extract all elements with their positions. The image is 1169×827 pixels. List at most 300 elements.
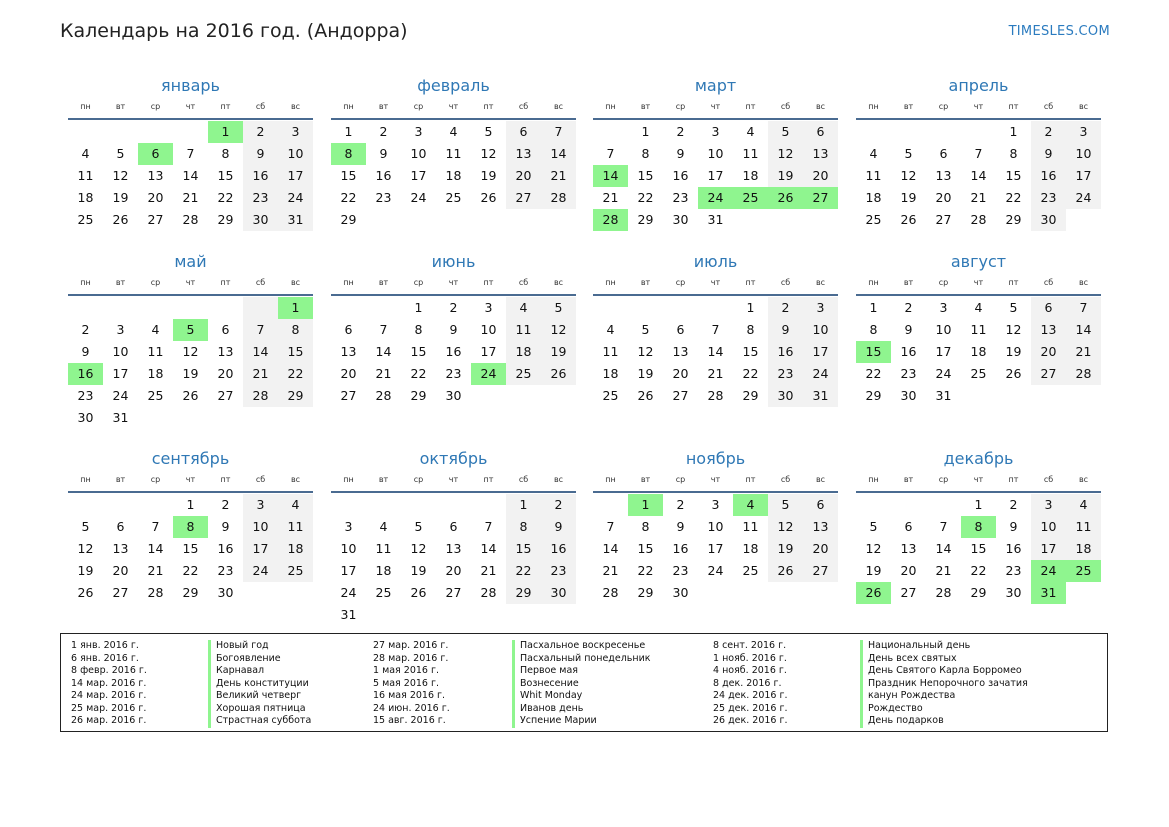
calendar-day: 26 bbox=[480, 190, 497, 205]
calendar-day: 20 bbox=[803, 165, 838, 187]
month-name: август bbox=[950, 252, 1007, 271]
calendar-day: 17 bbox=[803, 341, 838, 363]
calendar-day: 6 bbox=[803, 121, 838, 143]
weekday-label: вт bbox=[640, 278, 651, 287]
weekday-label: вс bbox=[290, 475, 301, 484]
weekday-label: пт bbox=[483, 102, 494, 111]
calendar-day: 29 bbox=[217, 212, 234, 227]
empty-cell bbox=[103, 121, 138, 143]
calendar-day: 7 bbox=[1066, 297, 1101, 319]
calendar-day: 5 bbox=[768, 494, 803, 516]
calendar-day: 17 bbox=[480, 344, 497, 359]
empty-cell bbox=[926, 121, 961, 143]
calendar-day: 2 bbox=[768, 297, 803, 319]
calendar-day: 30 bbox=[1031, 209, 1066, 231]
weekday-label: ср bbox=[675, 102, 686, 111]
weekday-label: чт bbox=[448, 475, 459, 484]
holiday-day: 16 bbox=[68, 363, 103, 385]
calendar-day: 15 bbox=[217, 168, 234, 183]
legend-holiday-name: Новый год bbox=[208, 640, 311, 653]
calendar-day: 24 bbox=[243, 560, 278, 582]
empty-cell bbox=[1031, 385, 1066, 407]
weekday-label: ср bbox=[675, 278, 686, 287]
holiday-legend bbox=[60, 633, 1108, 732]
calendar-day: 31 bbox=[278, 209, 313, 231]
calendar-day: 10 bbox=[340, 541, 357, 556]
calendar-day: 11 bbox=[445, 146, 462, 161]
calendar-day: 3 bbox=[711, 497, 720, 512]
calendar-day: 12 bbox=[480, 146, 497, 161]
calendar-day: 10 bbox=[243, 516, 278, 538]
weekday-label: пт bbox=[220, 102, 231, 111]
empty-cell bbox=[541, 604, 576, 626]
empty-cell bbox=[208, 407, 243, 429]
calendar-day: 27 bbox=[217, 388, 234, 403]
legend-holiday-name: канун Рождества bbox=[860, 690, 1028, 703]
calendar-day: 2 bbox=[676, 497, 685, 512]
holiday-day: 5 bbox=[173, 319, 208, 341]
day-grid bbox=[68, 297, 313, 429]
calendar-day: 24 bbox=[278, 187, 313, 209]
weekday-label: пн bbox=[80, 278, 91, 287]
month-6 bbox=[331, 251, 576, 407]
calendar-day: 24 bbox=[340, 585, 357, 600]
calendar-day: 19 bbox=[768, 538, 803, 560]
calendar-day: 7 bbox=[379, 322, 388, 337]
calendar-day: 12 bbox=[900, 168, 917, 183]
calendar-day: 11 bbox=[278, 516, 313, 538]
calendar-day: 3 bbox=[484, 300, 493, 315]
calendar-day: 29 bbox=[637, 212, 654, 227]
calendar-day: 5 bbox=[541, 297, 576, 319]
calendar-day: 13 bbox=[217, 344, 234, 359]
day-grid bbox=[331, 494, 576, 626]
day-grid bbox=[856, 297, 1101, 407]
month-2 bbox=[331, 75, 576, 231]
calendar-day: 4 bbox=[974, 300, 983, 315]
month-name: сентябрь bbox=[151, 449, 230, 468]
calendar-day: 8 bbox=[278, 319, 313, 341]
legend-holiday-name: Праздник Непорочного зачатия bbox=[860, 678, 1028, 691]
calendar-day: 30 bbox=[541, 582, 576, 604]
calendar-day: 29 bbox=[742, 388, 759, 403]
calendar-day: 9 bbox=[221, 519, 230, 534]
weekday-label: вт bbox=[115, 102, 126, 111]
holiday-day: 31 bbox=[1031, 582, 1066, 604]
calendar-day: 13 bbox=[935, 168, 952, 183]
calendar-day: 28 bbox=[602, 585, 619, 600]
weekday-label: вт bbox=[640, 475, 651, 484]
calendar-day: 25 bbox=[506, 363, 541, 385]
empty-cell bbox=[243, 407, 278, 429]
calendar-day: 27 bbox=[340, 388, 357, 403]
calendar-day: 19 bbox=[480, 168, 497, 183]
weekday-label: пн bbox=[343, 102, 354, 111]
calendar-day: 16 bbox=[445, 344, 462, 359]
holiday-day: 8 bbox=[961, 516, 996, 538]
legend-holiday-name: Национальный день bbox=[860, 640, 1028, 653]
legend-date: 8 февр. 2016 г. bbox=[71, 665, 147, 676]
empty-cell bbox=[366, 604, 401, 626]
calendar-day: 12 bbox=[1005, 322, 1022, 337]
calendar-day: 3 bbox=[803, 297, 838, 319]
calendar-day: 27 bbox=[672, 388, 689, 403]
weekday-label: пт bbox=[483, 475, 494, 484]
calendar-day: 20 bbox=[147, 190, 164, 205]
calendar-day: 15 bbox=[742, 344, 759, 359]
empty-cell bbox=[68, 297, 103, 319]
calendar-day: 22 bbox=[182, 563, 199, 578]
calendar-day: 18 bbox=[742, 541, 759, 556]
empty-cell bbox=[471, 209, 506, 231]
calendar-day: 25 bbox=[375, 585, 392, 600]
legend-holiday-name: День Святого Карла Борромео bbox=[860, 665, 1028, 678]
empty-cell bbox=[208, 297, 243, 319]
calendar-day: 10 bbox=[803, 319, 838, 341]
calendar-day: 28 bbox=[375, 388, 392, 403]
calendar-day: 8 bbox=[506, 516, 541, 538]
legend-holiday-name: Страстная суббота bbox=[208, 715, 311, 728]
calendar-day: 21 bbox=[480, 563, 497, 578]
calendar-day: 5 bbox=[869, 519, 878, 534]
calendar-day: 22 bbox=[506, 560, 541, 582]
calendar-day: 4 bbox=[151, 322, 160, 337]
empty-cell bbox=[173, 121, 208, 143]
weekday-header bbox=[593, 100, 838, 120]
calendar-day: 9 bbox=[449, 322, 458, 337]
calendar-day: 26 bbox=[900, 212, 917, 227]
empty-cell bbox=[698, 297, 733, 319]
calendar-day: 12 bbox=[865, 541, 882, 556]
calendar-day: 9 bbox=[243, 143, 278, 165]
holiday-day: 24 bbox=[1031, 560, 1066, 582]
calendar-day: 15 bbox=[410, 344, 427, 359]
calendar-day: 13 bbox=[803, 516, 838, 538]
calendar-day: 16 bbox=[768, 341, 803, 363]
calendar-day: 29 bbox=[410, 388, 427, 403]
weekday-label: сб bbox=[1043, 278, 1054, 287]
calendar-day: 2 bbox=[1009, 497, 1018, 512]
calendar-day: 24 bbox=[803, 363, 838, 385]
calendar-day: 24 bbox=[935, 366, 952, 381]
weekday-label: вт bbox=[378, 102, 389, 111]
calendar-day: 1 bbox=[746, 300, 755, 315]
day-grid bbox=[856, 494, 1101, 604]
calendar-day: 19 bbox=[77, 563, 94, 578]
legend-date: 24 мар. 2016 г. bbox=[71, 690, 147, 701]
calendar-day: 2 bbox=[243, 121, 278, 143]
calendar-day: 1 bbox=[506, 494, 541, 516]
day-grid bbox=[856, 121, 1101, 231]
calendar-day: 7 bbox=[606, 146, 615, 161]
weekday-label: вс bbox=[290, 102, 301, 111]
legend-holiday-name: Хорошая пятница bbox=[208, 703, 311, 716]
calendar-day: 9 bbox=[904, 322, 913, 337]
holiday-day: 8 bbox=[331, 143, 366, 165]
empty-cell bbox=[471, 385, 506, 407]
weekday-label: пт bbox=[745, 475, 756, 484]
month-10 bbox=[331, 448, 576, 626]
calendar-day: 27 bbox=[506, 187, 541, 209]
calendar-day: 16 bbox=[217, 541, 234, 556]
calendar-day: 29 bbox=[182, 585, 199, 600]
calendar-day: 20 bbox=[1031, 341, 1066, 363]
calendar-day: 22 bbox=[278, 363, 313, 385]
holiday-day: 1 bbox=[278, 297, 313, 319]
calendar-day: 1 bbox=[641, 124, 650, 139]
weekday-label: пн bbox=[605, 278, 616, 287]
day-grid bbox=[68, 121, 313, 231]
weekday-label: вт bbox=[378, 278, 389, 287]
calendar-day: 20 bbox=[803, 538, 838, 560]
calendar-day: 3 bbox=[939, 300, 948, 315]
empty-cell bbox=[68, 121, 103, 143]
calendar-day: 3 bbox=[344, 519, 353, 534]
calendar-day: 30 bbox=[900, 388, 917, 403]
calendar-day: 28 bbox=[970, 212, 987, 227]
legend-holiday-name: Иванов день bbox=[512, 703, 651, 716]
calendar-day: 21 bbox=[182, 190, 199, 205]
weekday-label: чт bbox=[973, 475, 984, 484]
legend-dates-col-1 bbox=[71, 640, 147, 728]
weekday-label: вс bbox=[1078, 475, 1089, 484]
holiday-day: 24 bbox=[698, 187, 733, 209]
calendar-day: 14 bbox=[541, 143, 576, 165]
calendar-day: 8 bbox=[869, 322, 878, 337]
calendar-day: 3 bbox=[711, 124, 720, 139]
weekday-header bbox=[331, 276, 576, 296]
legend-date: 15 авг. 2016 г. bbox=[373, 715, 446, 726]
calendar-day: 11 bbox=[742, 519, 759, 534]
day-grid bbox=[593, 121, 838, 231]
calendar-day: 17 bbox=[707, 541, 724, 556]
calendar-day: 1 bbox=[344, 124, 353, 139]
weekday-label: вс bbox=[815, 475, 826, 484]
calendar-day: 10 bbox=[935, 322, 952, 337]
empty-cell bbox=[138, 121, 173, 143]
calendar-day: 6 bbox=[904, 519, 913, 534]
empty-cell bbox=[401, 209, 436, 231]
weekday-label: вт bbox=[640, 102, 651, 111]
holiday-day: 8 bbox=[173, 516, 208, 538]
empty-cell bbox=[331, 494, 366, 516]
calendar-day: 1 bbox=[414, 300, 423, 315]
weekday-label: сб bbox=[255, 475, 266, 484]
calendar-day: 14 bbox=[147, 541, 164, 556]
empty-cell bbox=[698, 582, 733, 604]
calendar-day: 17 bbox=[1031, 538, 1066, 560]
month-9 bbox=[68, 448, 313, 604]
empty-cell bbox=[173, 297, 208, 319]
weekday-label: вс bbox=[553, 102, 564, 111]
calendar-day: 19 bbox=[768, 165, 803, 187]
empty-cell bbox=[366, 209, 401, 231]
legend-names-col-1 bbox=[208, 640, 311, 728]
weekday-label: пн bbox=[80, 475, 91, 484]
weekday-header bbox=[593, 276, 838, 296]
weekday-label: пт bbox=[1008, 475, 1019, 484]
calendar-day: 23 bbox=[217, 563, 234, 578]
weekday-label: сб bbox=[255, 102, 266, 111]
calendar-day: 10 bbox=[410, 146, 427, 161]
calendar-day: 30 bbox=[768, 385, 803, 407]
month-4 bbox=[856, 75, 1101, 231]
legend-date: 28 мар. 2016 г. bbox=[373, 652, 449, 664]
weekday-label: чт bbox=[185, 102, 196, 111]
calendar-day: 11 bbox=[970, 322, 987, 337]
calendar-day: 27 bbox=[935, 212, 952, 227]
calendar-day: 11 bbox=[602, 344, 619, 359]
holiday-day: 28 bbox=[593, 209, 628, 231]
empty-cell bbox=[996, 385, 1031, 407]
legend-dates-col-2 bbox=[373, 640, 450, 728]
weekday-label: вт bbox=[903, 278, 914, 287]
holiday-day: 1 bbox=[208, 121, 243, 143]
weekday-header bbox=[856, 276, 1101, 296]
weekday-header bbox=[68, 100, 313, 120]
empty-cell bbox=[1066, 582, 1101, 604]
calendar-day: 20 bbox=[112, 563, 129, 578]
legend-date: 24 июн. 2016 г. bbox=[373, 702, 450, 714]
calendar-day: 2 bbox=[449, 300, 458, 315]
calendar-day: 11 bbox=[1066, 516, 1101, 538]
weekday-label: ср bbox=[938, 102, 949, 111]
weekday-label: пт bbox=[1008, 278, 1019, 287]
calendar-day: 4 bbox=[379, 519, 388, 534]
month-name: ноябрь bbox=[685, 449, 746, 468]
legend-holiday-name: Пасхальное воскресенье bbox=[512, 640, 651, 653]
calendar-day: 29 bbox=[1005, 212, 1022, 227]
legend-holiday-name: День всех святых bbox=[860, 653, 1028, 666]
calendar-day: 9 bbox=[768, 319, 803, 341]
calendar-day: 23 bbox=[541, 560, 576, 582]
calendar-day: 7 bbox=[484, 519, 493, 534]
site-logo-link[interactable]: TIMESLES.COM bbox=[1008, 24, 1110, 39]
weekday-label: ср bbox=[938, 278, 949, 287]
calendar-day: 14 bbox=[375, 344, 392, 359]
calendar-day: 9 bbox=[541, 516, 576, 538]
calendar-day: 13 bbox=[900, 541, 917, 556]
calendar-day: 16 bbox=[1005, 541, 1022, 556]
weekday-label: вс bbox=[553, 278, 564, 287]
calendar-day: 4 bbox=[278, 494, 313, 516]
legend-holiday-name: Рождество bbox=[860, 703, 1028, 716]
calendar-day: 6 bbox=[344, 322, 353, 337]
calendar-day: 7 bbox=[243, 319, 278, 341]
calendar-day: 1 bbox=[186, 497, 195, 512]
calendar-day: 19 bbox=[410, 563, 427, 578]
calendar-day: 19 bbox=[541, 341, 576, 363]
calendar-day: 12 bbox=[768, 516, 803, 538]
calendar-day: 19 bbox=[865, 563, 882, 578]
calendar-day: 22 bbox=[410, 366, 427, 381]
month-7 bbox=[593, 251, 838, 407]
calendar-day: 18 bbox=[1066, 538, 1101, 560]
legend-date: 8 дек. 2016 г. bbox=[713, 677, 782, 689]
empty-cell bbox=[1066, 385, 1101, 407]
legend-date: 26 дек. 2016 г. bbox=[713, 715, 788, 726]
weekday-label: пт bbox=[220, 475, 231, 484]
calendar-day: 11 bbox=[742, 146, 759, 161]
calendar-day: 13 bbox=[112, 541, 129, 556]
calendar-day: 20 bbox=[900, 563, 917, 578]
calendar-day: 3 bbox=[116, 322, 125, 337]
calendar-day: 25 bbox=[602, 388, 619, 403]
weekday-label: пт bbox=[483, 278, 494, 287]
empty-cell bbox=[401, 604, 436, 626]
month-name: январь bbox=[161, 76, 220, 95]
calendar-day: 5 bbox=[641, 322, 650, 337]
calendar-day: 18 bbox=[506, 341, 541, 363]
empty-cell bbox=[733, 582, 768, 604]
calendar-day: 3 bbox=[1031, 494, 1066, 516]
calendar-day: 4 bbox=[1066, 494, 1101, 516]
calendar-day: 28 bbox=[707, 388, 724, 403]
calendar-day: 26 bbox=[77, 585, 94, 600]
calendar-day: 21 bbox=[602, 190, 619, 205]
holiday-day: 25 bbox=[733, 187, 768, 209]
calendar-day: 5 bbox=[1009, 300, 1018, 315]
empty-cell bbox=[856, 494, 891, 516]
calendar-day: 10 bbox=[112, 344, 129, 359]
empty-cell bbox=[436, 494, 471, 516]
legend-date: 6 янв. 2016 г. bbox=[71, 652, 139, 664]
legend-names-col-3 bbox=[860, 640, 1028, 728]
calendar-day: 20 bbox=[217, 366, 234, 381]
weekday-label: пн bbox=[868, 102, 879, 111]
calendar-day: 7 bbox=[151, 519, 160, 534]
calendar-day: 8 bbox=[221, 146, 230, 161]
calendar-day: 2 bbox=[676, 124, 685, 139]
calendar-day: 9 bbox=[676, 519, 685, 534]
calendar-day: 26 bbox=[1005, 366, 1022, 381]
weekday-label: чт bbox=[448, 102, 459, 111]
weekday-label: пн bbox=[343, 475, 354, 484]
empty-cell bbox=[173, 407, 208, 429]
calendar-day: 30 bbox=[445, 388, 462, 403]
calendar-day: 21 bbox=[970, 190, 987, 205]
calendar-day: 11 bbox=[865, 168, 882, 183]
calendar-day: 9 bbox=[1009, 519, 1018, 534]
holiday-day: 25 bbox=[1066, 560, 1101, 582]
calendar-day: 9 bbox=[676, 146, 685, 161]
weekday-label: сб bbox=[518, 475, 529, 484]
calendar-day: 15 bbox=[637, 541, 654, 556]
empty-cell bbox=[961, 121, 996, 143]
calendar-day: 25 bbox=[77, 212, 94, 227]
calendar-day: 17 bbox=[935, 344, 952, 359]
calendar-day: 10 bbox=[278, 143, 313, 165]
weekday-label: чт bbox=[973, 278, 984, 287]
calendar-day: 20 bbox=[672, 366, 689, 381]
empty-cell bbox=[593, 494, 628, 516]
weekday-header bbox=[331, 100, 576, 120]
calendar-day: 6 bbox=[221, 322, 230, 337]
calendar-day: 26 bbox=[768, 560, 803, 582]
calendar-day: 3 bbox=[414, 124, 423, 139]
calendar-day: 30 bbox=[1005, 585, 1022, 600]
legend-holiday-name: Первое мая bbox=[512, 665, 651, 678]
calendar-day: 8 bbox=[641, 519, 650, 534]
empty-cell bbox=[331, 297, 366, 319]
weekday-label: пн bbox=[605, 102, 616, 111]
calendar-day: 18 bbox=[865, 190, 882, 205]
weekday-header bbox=[331, 473, 576, 493]
calendar-day: 6 bbox=[676, 322, 685, 337]
calendar-day: 16 bbox=[672, 541, 689, 556]
empty-cell bbox=[926, 494, 961, 516]
calendar-day: 28 bbox=[1066, 363, 1101, 385]
